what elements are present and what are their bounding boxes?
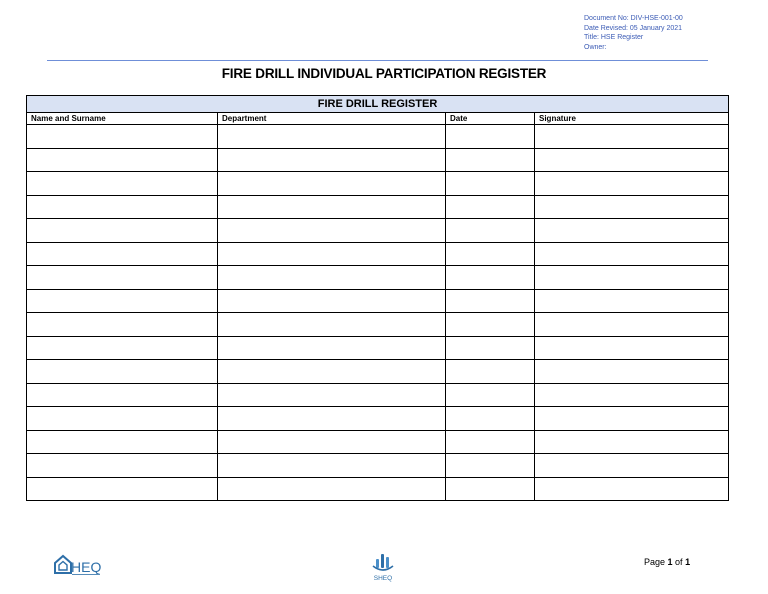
page-of: of (672, 557, 686, 567)
page-title: FIRE DRILL INDIVIDUAL PARTICIPATION REGISTER (221, 66, 547, 81)
table-row (27, 407, 729, 431)
cell-department (218, 336, 446, 360)
column-header-department: Department (218, 113, 446, 125)
cell-date (446, 477, 535, 501)
cell-date (446, 430, 535, 454)
cell-name (27, 336, 218, 360)
table-row (27, 313, 729, 337)
cell-department (218, 219, 446, 243)
column-header-signature: Signature (535, 113, 729, 125)
table-row (27, 454, 729, 478)
cell-department (218, 172, 446, 196)
cell-name (27, 195, 218, 219)
cell-department (218, 313, 446, 337)
table-row (27, 242, 729, 266)
table-row (27, 477, 729, 501)
cell-name (27, 477, 218, 501)
cell-department (218, 360, 446, 384)
cell-signature (535, 407, 729, 431)
heq-logo-text: HEQ (71, 559, 102, 575)
fire-drill-register-table (26, 95, 729, 501)
cell-date (446, 360, 535, 384)
date-revised: Date Revised: 05 January 2021 (584, 24, 683, 32)
table-row (27, 289, 729, 313)
cell-date (446, 195, 535, 219)
cell-signature (535, 454, 729, 478)
sheq-logo-icon (368, 551, 398, 583)
cell-signature (535, 430, 729, 454)
cell-name (27, 125, 218, 149)
cell-signature (535, 383, 729, 407)
cell-department (218, 148, 446, 172)
cell-name (27, 454, 218, 478)
cell-signature (535, 360, 729, 384)
heq-logo-icon (53, 552, 103, 578)
column-header-date: Date (446, 113, 535, 125)
cell-name (27, 219, 218, 243)
page-number (644, 557, 690, 567)
cell-department (218, 454, 446, 478)
cell-date (446, 266, 535, 290)
cell-signature (535, 148, 729, 172)
table-row (27, 266, 729, 290)
cell-date (446, 454, 535, 478)
cell-signature (535, 242, 729, 266)
table-row (27, 336, 729, 360)
page-current: 1 (667, 557, 673, 567)
document-number: Document No: DIV-HSE-001-00 (584, 15, 683, 22)
cell-name (27, 148, 218, 172)
cell-name (27, 242, 218, 266)
cell-department (218, 407, 446, 431)
document-title-meta: Title: HSE Register (584, 34, 644, 42)
table-row (27, 148, 729, 172)
cell-date (446, 383, 535, 407)
table-row (27, 383, 729, 407)
table-row (27, 219, 729, 243)
cell-department (218, 477, 446, 501)
cell-signature (535, 336, 729, 360)
page-total: 1 (685, 557, 691, 567)
cell-date (446, 148, 535, 172)
cell-name (27, 266, 218, 290)
cell-name (27, 289, 218, 313)
cell-department (218, 266, 446, 290)
cell-department (218, 430, 446, 454)
column-header-name: Name and Surname (27, 113, 218, 125)
sheq-logo-text: SHEQ (373, 575, 393, 582)
table-row (27, 195, 729, 219)
cell-date (446, 289, 535, 313)
document-owner: Owner: (584, 43, 607, 51)
cell-signature (535, 313, 729, 337)
table-row (27, 172, 729, 196)
cell-signature (535, 219, 729, 243)
cell-date (446, 125, 535, 149)
cell-name (27, 430, 218, 454)
cell-department (218, 125, 446, 149)
cell-signature (535, 172, 729, 196)
cell-department (218, 383, 446, 407)
cell-date (446, 242, 535, 266)
page-prefix: Page (644, 557, 668, 567)
cell-name (27, 407, 218, 431)
cell-name (27, 360, 218, 384)
cell-signature (535, 289, 729, 313)
header-divider (47, 60, 708, 61)
cell-signature (535, 477, 729, 501)
cell-date (446, 313, 535, 337)
cell-signature (535, 195, 729, 219)
document-meta (584, 14, 683, 52)
cell-name (27, 313, 218, 337)
table-row (27, 430, 729, 454)
cell-signature (535, 266, 729, 290)
cell-department (218, 242, 446, 266)
cell-department (218, 195, 446, 219)
cell-date (446, 172, 535, 196)
cell-name (27, 172, 218, 196)
cell-date (446, 219, 535, 243)
cell-signature (535, 125, 729, 149)
register-banner: FIRE DRILL REGISTER (27, 96, 729, 113)
cell-name (27, 383, 218, 407)
cell-date (446, 407, 535, 431)
register-body (27, 125, 729, 501)
cell-department (218, 289, 446, 313)
table-row (27, 360, 729, 384)
table-row (27, 125, 729, 149)
cell-date (446, 336, 535, 360)
